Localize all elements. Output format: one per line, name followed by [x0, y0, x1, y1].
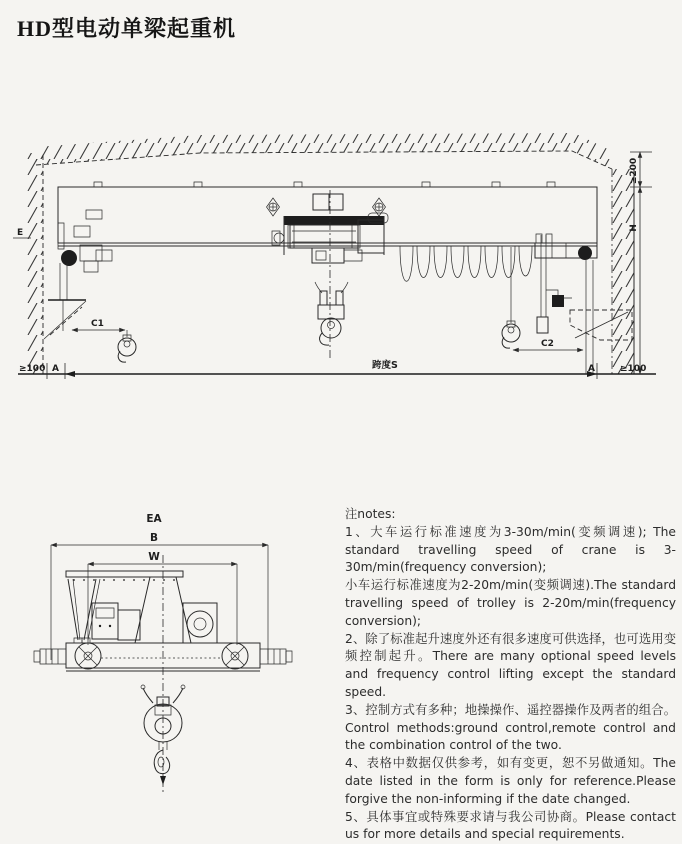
page-title: HD型电动单梁起重机 — [17, 16, 237, 41]
dim-label-w: W — [148, 551, 160, 563]
pendant-controller — [537, 235, 572, 333]
elevation-drawing — [0, 95, 682, 395]
dim-label-a-right: A — [588, 364, 595, 374]
dim-label-ea: EA — [146, 513, 162, 525]
main-hook — [315, 190, 348, 360]
wheel — [222, 643, 248, 669]
note-item: 5、具体事宜或特殊要求请与我公司协商。Please contact us for more details and special requirements. — [345, 809, 676, 842]
wheel — [75, 643, 101, 669]
end-view-drawing — [20, 500, 330, 806]
dim-label-span: 跨度S — [372, 360, 398, 371]
dim-label-ge200: ≥200 — [629, 157, 639, 185]
crosshair-icon — [267, 198, 280, 216]
end-view-hoist — [66, 571, 217, 643]
dim-label-b: B — [149, 532, 159, 544]
dim-label-e: E — [17, 228, 24, 238]
dim-label-c2: C2 — [541, 339, 554, 349]
right-wall — [612, 169, 634, 374]
festoon-cable — [400, 246, 532, 281]
dim-label-ge100-right: ≥100 — [620, 364, 647, 374]
ceiling-hatch — [36, 133, 612, 169]
note-item: 3、控制方式有多种；地操操作、遥控器操作及两者的组合。Control methods:ground control,remote control and the combination control of the two. — [345, 702, 676, 753]
note-item: 2、除了标准起升速度外还有很多速度可供选择，也可选用变频控制起升。There are many optional speed levels and frequency control lifting except the standard speed. — [345, 631, 676, 699]
dim-label-a-left: A — [52, 364, 59, 374]
dim-label-ge100-left: ≥100 — [19, 364, 46, 374]
left-wall — [25, 153, 43, 374]
hook-left — [72, 330, 136, 362]
span-dimension — [47, 363, 597, 379]
note-item: 小车运行标准速度为2-20m/min(变频调速).The standard travelling speed of trolley is 2-20m/min(frequency conversion); — [345, 578, 676, 628]
note-item: 1、大车运行标准速度为3-30m/min(变频调速); The standard travelling speed of crane is 3-30m/min(frequency conversion); — [345, 524, 676, 575]
dim-label-c1: C1 — [91, 319, 104, 329]
main-girder — [58, 182, 597, 246]
note-item: 4、表格中数据仅供参考，如有变更，恕不另做通知。The date listed in the form is only for reference.Please forgive the non-informing if the date changed. — [345, 756, 676, 806]
notes-heading: 注notes: — [345, 507, 396, 521]
notes-block — [345, 506, 676, 844]
dim-label-h: H — [629, 224, 639, 232]
